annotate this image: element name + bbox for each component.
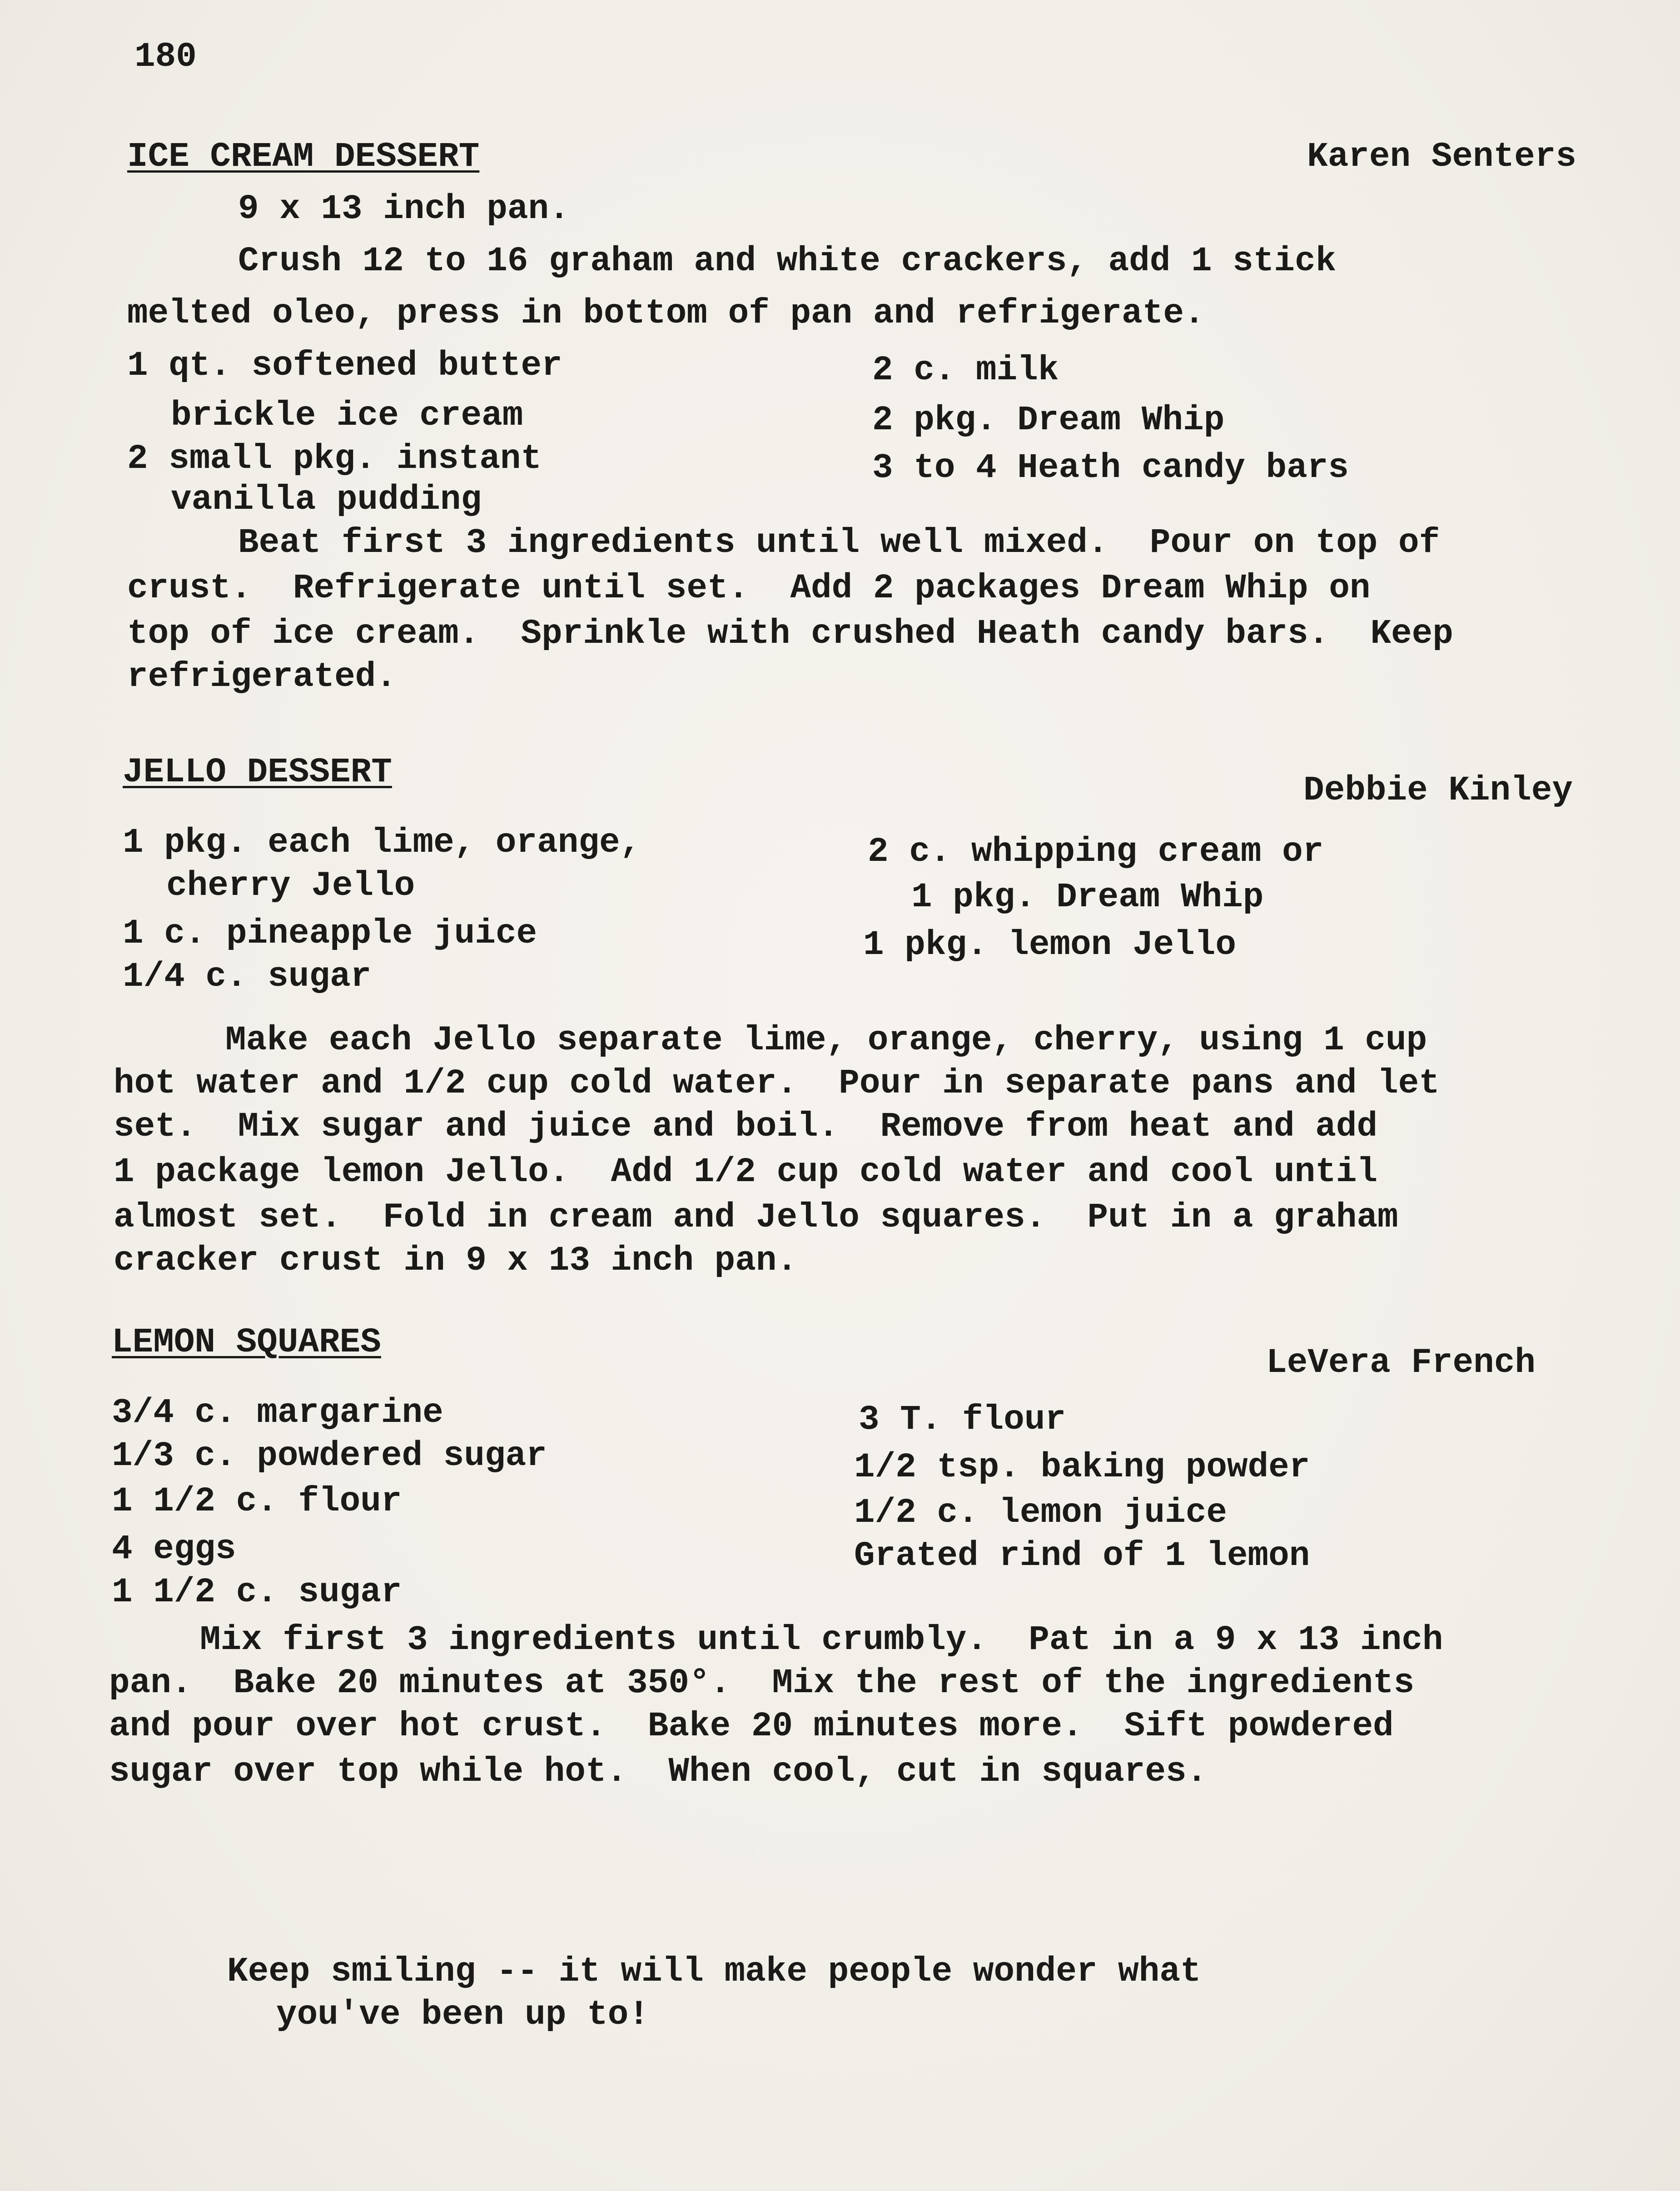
direction-line: crust. Refrigerate until set. Add 2 packages Dream Whip on [127, 569, 1371, 608]
ingredient: Grated rind of 1 lemon [854, 1536, 1310, 1575]
ingredient: brickle ice cream [171, 396, 523, 435]
ingredient: 2 pkg. Dream Whip [872, 401, 1225, 440]
recipe-line: 9 x 13 inch pan. [238, 189, 570, 229]
direction-line: refrigerated. [127, 657, 397, 696]
ingredient: 3 T. flour [859, 1400, 1066, 1439]
quote-line: Keep smiling -- it will make people wonder what [227, 1952, 1201, 1991]
direction-line: pan. Bake 20 minutes at 350°. Mix the rest of the ingredients [109, 1664, 1415, 1703]
recipe-title-jello-dessert: JELLO DESSERT [123, 753, 392, 792]
ingredient: 3 to 4 Heath candy bars [872, 448, 1349, 487]
page-number: 180 [134, 37, 197, 76]
direction-line: Mix first 3 ingredients until crumbly. Pat in a 9 x 13 inch [200, 1620, 1443, 1659]
recipe-author-karen-senters: Karen Senters [1307, 137, 1576, 176]
ingredient: 2 c. whipping cream or [868, 832, 1324, 871]
ingredient: 1 1/2 c. sugar [112, 1573, 402, 1612]
ingredient: cherry Jello [166, 866, 415, 905]
ingredient: 1 qt. softened butter [127, 346, 562, 385]
ingredient: 1/4 c. sugar [123, 957, 372, 996]
quote-line: you've been up to! [276, 1995, 649, 2034]
ingredient: 1/2 c. lemon juice [854, 1493, 1227, 1532]
recipe-author-levera-french: LeVera French [1266, 1343, 1536, 1382]
ingredient: 1 1/2 c. flour [112, 1482, 402, 1521]
ingredient: vanilla pudding [171, 480, 482, 519]
direction-line: hot water and 1/2 cup cold water. Pour in separate pans and let [114, 1064, 1440, 1103]
ingredient: 1 c. pineapple juice [123, 914, 537, 953]
recipe-author-debbie-kinley: Debbie Kinley [1303, 771, 1573, 810]
ingredient: 4 eggs [112, 1530, 236, 1569]
recipe-line: melted oleo, press in bottom of pan and refrigerate. [127, 294, 1205, 333]
direction-line: sugar over top while hot. When cool, cut in squares. [109, 1752, 1208, 1791]
direction-line: 1 package lemon Jello. Add 1/2 cup cold water and cool until [114, 1153, 1378, 1192]
ingredient: 2 small pkg. instant [127, 439, 542, 478]
recipe-title-ice-cream-dessert: ICE CREAM DESSERT [127, 137, 480, 176]
ingredient: 2 c. milk [872, 351, 1059, 390]
direction-line: almost set. Fold in cream and Jello squares. Put in a graham [114, 1198, 1398, 1237]
direction-line: Beat first 3 ingredients until well mixed. Pour on top of [238, 523, 1440, 562]
ingredient: 1 pkg. lemon Jello [863, 925, 1236, 964]
ingredient: 1/2 tsp. baking powder [854, 1448, 1310, 1487]
direction-line: top of ice cream. Sprinkle with crushed Heath candy bars. Keep [127, 614, 1453, 653]
direction-line: set. Mix sugar and juice and boil. Remove from heat and add [114, 1107, 1378, 1146]
recipe-line: Crush 12 to 16 graham and white crackers, add 1 stick [238, 242, 1337, 281]
ingredient: 3/4 c. margarine [112, 1393, 443, 1432]
ingredient: 1 pkg. Dream Whip [911, 878, 1264, 917]
direction-line: cracker crust in 9 x 13 inch pan. [114, 1241, 798, 1280]
ingredient: 1/3 c. powdered sugar [112, 1436, 547, 1476]
ingredient: 1 pkg. each lime, orange, [123, 823, 641, 862]
recipe-title-lemon-squares: LEMON SQUARES [112, 1323, 381, 1362]
direction-line: Make each Jello separate lime, orange, cherry, using 1 cup [225, 1021, 1427, 1060]
direction-line: and pour over hot crust. Bake 20 minutes more. Sift powdered [109, 1707, 1394, 1746]
